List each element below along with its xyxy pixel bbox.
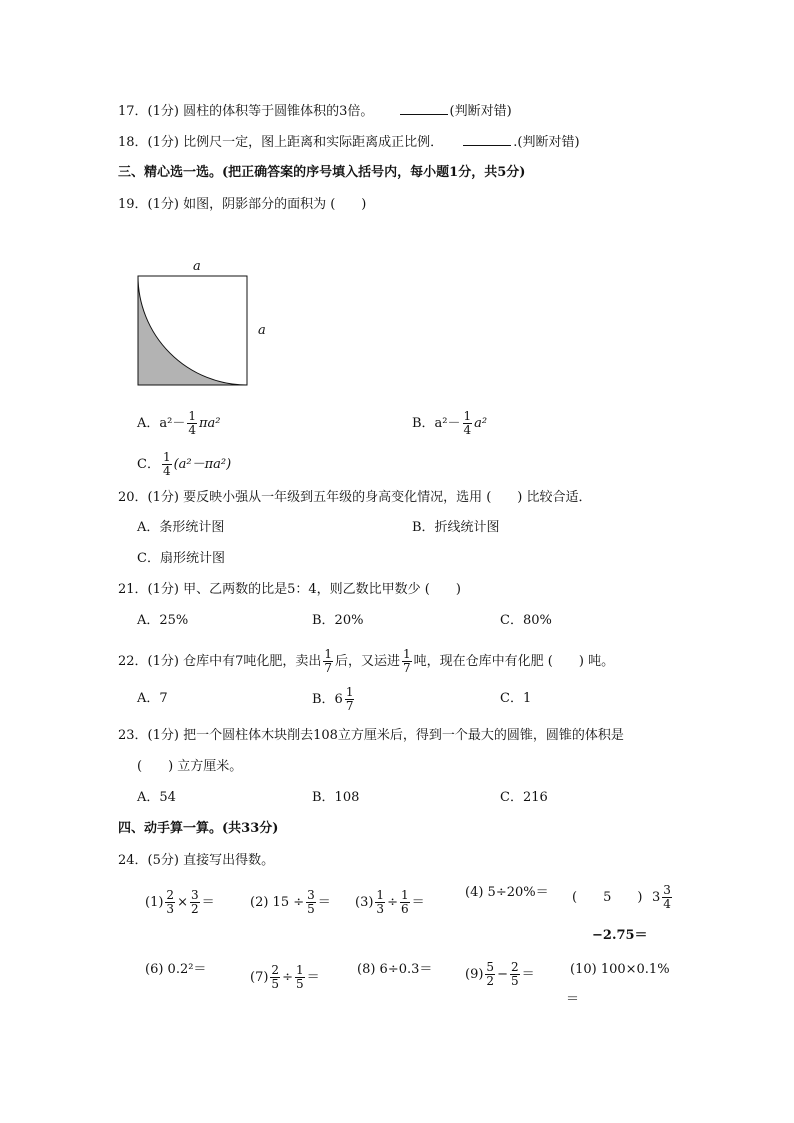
- question-23-line-1: 23．(1分) 把一个圆柱体木块削去108立方厘米后，得到一个最大的圆锥，圆锥的体积是: [118, 728, 624, 743]
- whole-part: 3: [652, 890, 661, 905]
- problem-2-label: (2) 15 ÷: [250, 895, 305, 910]
- denominator: 5: [295, 977, 304, 991]
- option-19-c[interactable]: [137, 451, 231, 478]
- question-17-text: 17．(1分) 圆柱的体积等于圆锥体积的3倍。: [118, 104, 374, 119]
- problem-8: (8) 6÷0.3＝: [357, 962, 433, 977]
- problem-9: [465, 961, 535, 988]
- option-21-c[interactable]: C．80%: [500, 613, 552, 628]
- option-22-b[interactable]: [312, 686, 356, 713]
- square-quarter-circle-figure: [137, 275, 249, 387]
- numerator: 1: [295, 963, 304, 977]
- problem-1-label: (1): [145, 895, 164, 910]
- problem-10-equals: ＝: [566, 992, 580, 1007]
- denominator: 2: [486, 974, 495, 988]
- numerator: 1: [403, 647, 411, 661]
- problem-5-mixed-number: [652, 884, 674, 911]
- problem-3-label: (3): [355, 895, 374, 910]
- question-18-tail: .(判断对错): [513, 135, 580, 150]
- problem-5-label: ( 5 ): [572, 890, 643, 905]
- option-22-a[interactable]: A．7: [137, 691, 168, 706]
- equals: ＝: [317, 895, 331, 910]
- numerator: 1: [188, 409, 196, 423]
- numerator: 1: [345, 685, 354, 699]
- question-23-line-2: ( ) 立方厘米。: [137, 759, 243, 774]
- problem-1: [145, 889, 215, 916]
- denominator: 7: [403, 661, 411, 675]
- equals: ＝: [306, 970, 320, 985]
- equals: ＝: [521, 967, 535, 982]
- fraction: [510, 961, 520, 988]
- figure-label-right: a: [258, 323, 266, 338]
- numerator: 1: [324, 647, 333, 661]
- option-23-b[interactable]: B．108: [312, 790, 360, 805]
- section-3-heading: 三、精心选一选。(把正确答案的序号填入括号内，每小题1分，共5分): [118, 165, 526, 180]
- option-19-b-suffix: a²: [474, 416, 488, 431]
- answer-blank-18[interactable]: [463, 133, 511, 146]
- numerator: 1: [376, 888, 385, 902]
- equals: ＝: [411, 895, 425, 910]
- numerator: 5: [486, 960, 495, 974]
- question-22-text-c: 吨，现在仓库中有化肥 ( ) 吨。: [413, 654, 615, 669]
- fraction: [375, 889, 385, 916]
- denominator: 3: [166, 902, 175, 916]
- denominator: 4: [162, 464, 171, 478]
- operator: ÷: [282, 970, 293, 985]
- option-23-a[interactable]: A．54: [137, 790, 176, 805]
- denominator: 4: [663, 897, 671, 911]
- fraction: [323, 648, 333, 675]
- numerator: 1: [400, 888, 409, 902]
- fraction: [345, 686, 355, 713]
- numerator: 3: [307, 888, 315, 902]
- question-21-text: 21．(1分) 甲、乙两数的比是5：4，则乙数比甲数少 ( ): [118, 582, 461, 597]
- fraction: [190, 889, 200, 916]
- question-17-tail: (判断对错): [449, 104, 512, 119]
- numerator: 2: [510, 960, 519, 974]
- fraction: [295, 964, 305, 991]
- fraction: [662, 884, 672, 911]
- fraction: [187, 410, 197, 437]
- option-19-c-prefix: C．: [137, 457, 160, 472]
- question-18: [118, 133, 580, 152]
- question-19-text: 19．(1分) 如图，阴影部分的面积为 ( ): [118, 197, 367, 212]
- option-19-b-prefix: B．a²－: [412, 416, 461, 431]
- numerator: 1: [162, 450, 171, 464]
- numerator: 3: [190, 888, 199, 902]
- figure-label-top: a: [193, 259, 201, 274]
- problem-9-label: (9): [465, 967, 484, 982]
- option-20-b[interactable]: B．折线统计图: [412, 520, 500, 535]
- numerator: 3: [663, 883, 671, 897]
- problem-2: [250, 889, 331, 916]
- question-20-text: 20．(1分) 要反映小强从一年级到五年级的身高变化情况，选用 ( ) 比较合适．: [118, 490, 592, 505]
- denominator: 5: [510, 974, 519, 988]
- option-19-c-suffix: (a²－πa²): [173, 457, 232, 472]
- problem-4: (4) 5÷20%＝: [465, 885, 549, 900]
- fraction: [485, 961, 495, 988]
- answer-blank-17[interactable]: [400, 102, 448, 115]
- numerator: 1: [463, 409, 472, 423]
- denominator: 2: [190, 902, 199, 916]
- problem-7-label: (7): [250, 970, 269, 985]
- option-20-a[interactable]: A．条形统计图: [137, 520, 225, 535]
- fraction: [463, 410, 473, 437]
- fraction: [306, 889, 316, 916]
- option-20-c[interactable]: C．扇形统计图: [137, 551, 225, 566]
- numerator: 2: [271, 963, 280, 977]
- fraction: [400, 889, 410, 916]
- option-19-a-suffix: πa²: [199, 416, 221, 431]
- operator: −: [497, 967, 508, 982]
- problem-3: [355, 889, 425, 916]
- fraction: [402, 648, 412, 675]
- option-22-c[interactable]: C．1: [500, 691, 532, 706]
- problem-7: [250, 964, 320, 991]
- option-22-b-prefix: B．6: [312, 692, 343, 707]
- option-21-b[interactable]: B．20%: [312, 613, 364, 628]
- fraction: [270, 964, 280, 991]
- denominator: 4: [463, 423, 472, 437]
- operator: ÷: [387, 895, 398, 910]
- shaded-region: [138, 276, 247, 385]
- question-24-text: 24．(5分) 直接写出得数。: [118, 853, 275, 868]
- equals: ＝: [201, 895, 215, 910]
- question-18-text: 18．(1分) 比例尺一定，图上距离和实际距离成正比例．: [118, 135, 444, 150]
- fraction: [165, 889, 175, 916]
- denominator: 4: [188, 423, 196, 437]
- question-17: [118, 102, 512, 121]
- option-23-c[interactable]: C．216: [500, 790, 548, 805]
- denominator: 6: [400, 902, 409, 916]
- option-19-b[interactable]: [412, 410, 487, 437]
- section-4-heading: 四、动手算一算。(共33分): [118, 821, 279, 836]
- denominator: 5: [271, 977, 280, 991]
- denominator: 7: [324, 661, 333, 675]
- question-22: [118, 648, 614, 675]
- problem-5-rest: −2.75＝: [592, 928, 648, 943]
- problem-6: (6) 0.2²＝: [145, 962, 207, 977]
- denominator: 3: [376, 902, 385, 916]
- option-19-a[interactable]: [137, 410, 221, 437]
- question-22-text-a: 22．(1分) 仓库中有7吨化肥，卖出: [118, 654, 322, 669]
- problem-10: (10) 100×0.1%: [570, 962, 670, 977]
- option-19-a-prefix: A．a²－: [137, 416, 186, 431]
- numerator: 2: [166, 888, 175, 902]
- denominator: 5: [307, 902, 315, 916]
- denominator: 7: [345, 699, 354, 713]
- option-21-a[interactable]: A．25%: [137, 613, 189, 628]
- operator: ×: [177, 895, 188, 910]
- fraction: [162, 451, 172, 478]
- question-22-text-b: 后，又运进: [335, 654, 401, 669]
